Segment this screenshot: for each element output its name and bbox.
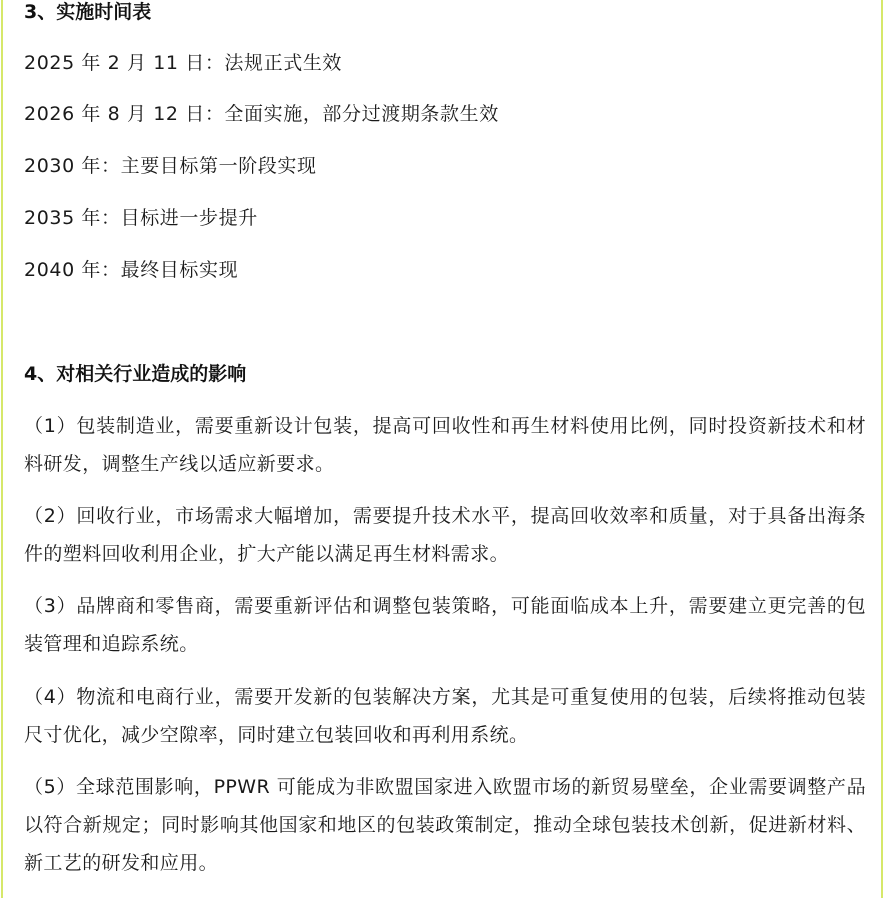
timeline-item-2035: 2035 年：目标进一步提升 — [24, 207, 258, 229]
impact-paragraph-brands-retail: （3）品牌商和零售商，需要重新评估和调整包装策略，可能面临成本上升，需要建立更完善的包装管理和追踪系统。 — [24, 595, 866, 655]
timeline-item-2040: 2040 年：最终目标实现 — [24, 259, 239, 281]
section-3-heading: 3、实施时间表 — [24, 1, 152, 23]
impact-paragraph-global: （5）全球范围影响，PPWR 可能成为非欧盟国家进入欧盟市场的新贸易壁垒，企业需要调整产品以符合新规定；同时影响其他国家和地区的包装政策制定，推动全球包装技术创新，促进新材料、新工艺的研发和应用。 — [24, 776, 866, 874]
impact-paragraph-logistics-ecommerce: （4）物流和电商行业，需要开发新的包装解决方案，尤其是可重复使用的包装，后续将推动包装尺寸优化，减少空隙率，同时建立包装回收和再利用系统。 — [24, 686, 866, 746]
impact-paragraph-recycling: （2）回收行业，市场需求大幅增加，需要提升技术水平，提高回收效率和质量，对于具备出海条件的塑料回收利用企业，扩大产能以满足再生材料需求。 — [24, 505, 866, 565]
impact-paragraph-packaging: （1）包装制造业，需要重新设计包装，提高可回收性和再生材料使用比例，同时投资新技术和材料研发，调整生产线以适应新要求。 — [24, 415, 866, 475]
section-4-heading: 4、对相关行业造成的影响 — [24, 363, 247, 385]
timeline-item-2030: 2030 年：主要目标第一阶段实现 — [24, 155, 317, 177]
timeline-item-2026: 2026 年 8 月 12 日：全面实施，部分过渡期条款生效 — [24, 103, 499, 125]
timeline-item-2025: 2025 年 2 月 11 日：法规正式生效 — [24, 52, 343, 74]
